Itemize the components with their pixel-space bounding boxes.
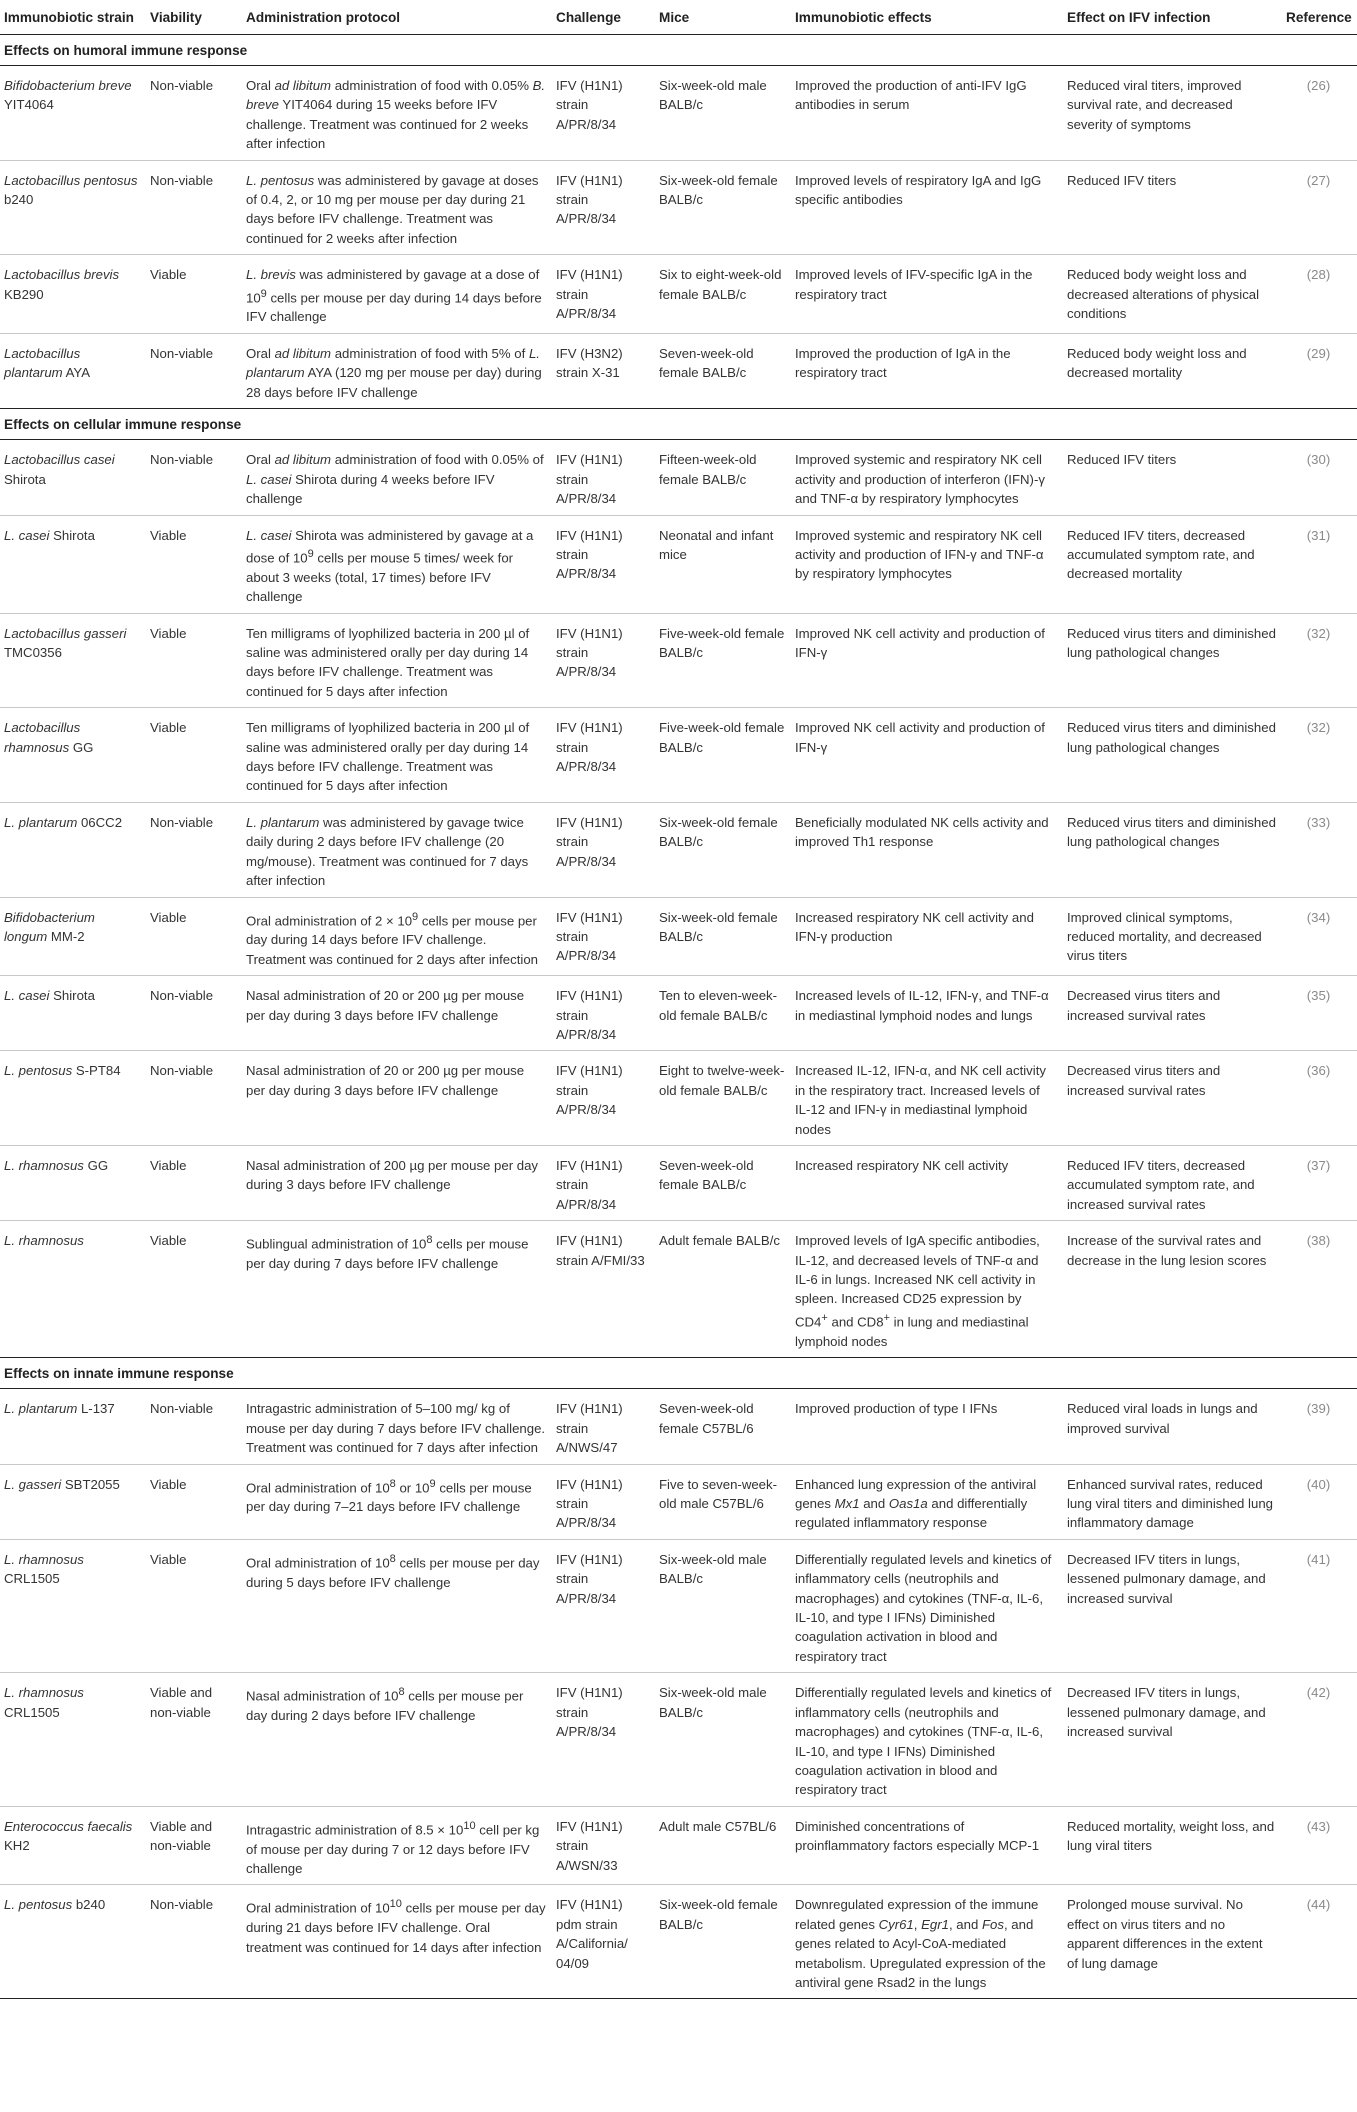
cell-challenge: IFV (H1N1) strain A/PR/8/34 — [552, 255, 655, 334]
cell-ifv-effect: Reduced viral titers, improved survival rate, and decreased severity of symptoms — [1063, 65, 1282, 160]
cell-immunobiotic-effects: Downregulated expression of the immune related genes Cyr61, Egr1, and Fos, and genes related to Acyl-CoA-mediated metabolism. Upregulated expression of the antiviral gene Rsad2 in the lungs — [791, 1885, 1063, 1999]
cell-mice: Seven-week-old female BALB/c — [655, 1145, 791, 1220]
header-row — [0, 0, 1357, 34]
cell-challenge: IFV (H1N1) strain A/PR/8/34 — [552, 976, 655, 1051]
cell-ifv-effect: Reduced virus titers and diminished lung pathological changes — [1063, 613, 1282, 708]
cell-challenge: IFV (H1N1) strain A/PR/8/34 — [552, 160, 655, 255]
cell-immunobiotic-effects: Increased IL-12, IFN-α, and NK cell activity in the respiratory tract. Increased levels of IL-12 and IFN-γ in mediastinal lymphoid nodes — [791, 1051, 1063, 1146]
cell-strain: L. casei Shirota — [0, 976, 146, 1051]
cell-viability: Non-viable — [146, 65, 242, 160]
cell-challenge: IFV (H1N1) strain A/PR/8/34 — [552, 708, 655, 803]
cell-immunobiotic-effects: Improved the production of anti-IFV IgG antibodies in serum — [791, 65, 1063, 160]
cell-ifv-effect: Reduced IFV titers — [1063, 160, 1282, 255]
cell-reference[interactable]: (34) — [1282, 897, 1357, 976]
cell-immunobiotic-effects: Improved levels of IgA specific antibodies, IL-12, and decreased levels of TNF-α and IL-6 in lungs. Increased NK cell activity in spleen. Increased CD25 expression by CD4+ and CD8+ in lung and mediastinal lymphoid nodes — [791, 1221, 1063, 1358]
cell-mice: Seven-week-old female C57BL/6 — [655, 1389, 791, 1464]
cell-ifv-effect: Reduced body weight loss and decreased alterations of physical conditions — [1063, 255, 1282, 334]
section-title: Effects on cellular immune response — [0, 408, 1357, 439]
cell-viability: Non-viable — [146, 1885, 242, 1999]
cell-immunobiotic-effects: Enhanced lung expression of the antiviral genes Mx1 and Oas1a and differentially regulated inflammatory response — [791, 1464, 1063, 1539]
cell-ifv-effect: Prolonged mouse survival. No effect on virus titers and no apparent differences in the extent of lung damage — [1063, 1885, 1282, 1999]
table-row — [0, 708, 1357, 803]
cell-ifv-effect: Decreased IFV titers in lungs, lessened pulmonary damage, and increased survival — [1063, 1539, 1282, 1672]
section-title: Effects on humoral immune response — [0, 34, 1357, 65]
cell-protocol: Nasal administration of 20 or 200 µg per mouse per day during 3 days before IFV challenge — [242, 1051, 552, 1146]
cell-reference[interactable]: (29) — [1282, 333, 1357, 408]
cell-ifv-effect: Enhanced survival rates, reduced lung viral titers and diminished lung inflammatory damage — [1063, 1464, 1282, 1539]
cell-challenge: IFV (H1N1) strain A/PR/8/34 — [552, 1145, 655, 1220]
column-header-ifv-effect: Effect on IFV infection — [1063, 0, 1282, 34]
cell-reference[interactable]: (41) — [1282, 1539, 1357, 1672]
cell-strain: L. rhamnosus CRL1505 — [0, 1673, 146, 1806]
cell-protocol: L. pentosus was administered by gavage at doses of 0.4, 2, or 10 mg per mouse per day during 21 days before IFV challenge. Treatment was continued for 2 weeks after infection — [242, 160, 552, 255]
cell-viability: Viable — [146, 515, 242, 613]
cell-viability: Viable — [146, 1464, 242, 1539]
cell-mice: Six-week-old female BALB/c — [655, 802, 791, 897]
cell-protocol: Nasal administration of $10^8$ cells per mouse per day during 2 days before IFV challenge — [242, 1673, 552, 1806]
cell-reference[interactable]: (30) — [1282, 440, 1357, 515]
cell-protocol: Nasal administration of 20 or 200 µg per mouse per day during 3 days before IFV challenge — [242, 976, 552, 1051]
table-row — [0, 255, 1357, 334]
cell-protocol: Ten milligrams of lyophilized bacteria in 200 µl of saline was administered orally per day during 14 days before IFV challenge. Treatment was continued for 5 days after infection — [242, 708, 552, 803]
cell-viability: Non-viable — [146, 1389, 242, 1464]
cell-strain: L. rhamnosus CRL1505 — [0, 1539, 146, 1672]
table-row — [0, 1539, 1357, 1672]
cell-immunobiotic-effects: Improved NK cell activity and production of IFN-γ — [791, 708, 1063, 803]
cell-immunobiotic-effects: Improved levels of IFV-specific IgA in the respiratory tract — [791, 255, 1063, 334]
cell-challenge: IFV (H1N1) strain A/PR/8/34 — [552, 515, 655, 613]
cell-mice: Five to seven-week-old male C57BL/6 — [655, 1464, 791, 1539]
cell-reference[interactable]: (44) — [1282, 1885, 1357, 1999]
cell-viability: Viable — [146, 897, 242, 976]
cell-viability: Viable — [146, 1145, 242, 1220]
cell-reference[interactable]: (39) — [1282, 1389, 1357, 1464]
cell-ifv-effect: Improved clinical symptoms, reduced mortality, and decreased virus titers — [1063, 897, 1282, 976]
column-header-mice: Mice — [655, 0, 791, 34]
cell-ifv-effect: Decreased virus titers and increased survival rates — [1063, 1051, 1282, 1146]
cell-challenge: IFV (H1N1) strain A/NWS/47 — [552, 1389, 655, 1464]
cell-viability: Non-viable — [146, 1051, 242, 1146]
cell-mice: Adult male C57BL/6 — [655, 1806, 791, 1885]
cell-protocol: Oral administration of $10^{10}$ cells per mouse per day during 21 days before IFV challenge. Oral treatment was continued for 14 days after infection — [242, 1885, 552, 1999]
cell-ifv-effect: Reduced IFV titers — [1063, 440, 1282, 515]
column-header-strain: Immunobiotic strain — [0, 0, 146, 34]
cell-ifv-effect: Decreased IFV titers in lungs, lessened pulmonary damage, and increased survival — [1063, 1673, 1282, 1806]
cell-reference[interactable]: (35) — [1282, 976, 1357, 1051]
table-row — [0, 160, 1357, 255]
cell-immunobiotic-effects: Differentially regulated levels and kinetics of inflammatory cells (neutrophils and macrophages) and cytokines (TNF-α, IL-6, IL-10, and type I IFNs) Diminished coagulation activation in blood and respiratory tract — [791, 1539, 1063, 1672]
table-body — [0, 34, 1357, 1999]
cell-reference[interactable]: (37) — [1282, 1145, 1357, 1220]
cell-strain: Bifidobacterium longum MM-2 — [0, 897, 146, 976]
cell-reference[interactable]: (31) — [1282, 515, 1357, 613]
cell-immunobiotic-effects: Diminished concentrations of proinflammatory factors especially MCP-1 — [791, 1806, 1063, 1885]
cell-immunobiotic-effects: Increased respiratory NK cell activity — [791, 1145, 1063, 1220]
cell-reference[interactable]: (32) — [1282, 613, 1357, 708]
cell-protocol: L. casei Shirota was administered by gavage at a dose of $10^9$ cells per mouse 5 times/ week for about 3 weeks (total, 17 times) before IFV challenge — [242, 515, 552, 613]
cell-protocol: L. brevis was administered by gavage at a dose of $10^9$ cells per mouse per day during 14 days before IFV challenge — [242, 255, 552, 334]
cell-strain: L. gasseri SBT2055 — [0, 1464, 146, 1539]
cell-strain: Lactobacillus brevis KB290 — [0, 255, 146, 334]
table-row — [0, 1051, 1357, 1146]
cell-reference[interactable]: (28) — [1282, 255, 1357, 334]
table-row — [0, 1673, 1357, 1806]
cell-protocol: Intragastric administration of $8.5 \times 10^{10}$ cell per kg of mouse per day during 7 or 12 days before IFV challenge — [242, 1806, 552, 1885]
column-header-challenge: Challenge — [552, 0, 655, 34]
cell-strain: L. pentosus b240 — [0, 1885, 146, 1999]
cell-mice: Six-week-old female BALB/c — [655, 897, 791, 976]
cell-strain: L. plantarum 06CC2 — [0, 802, 146, 897]
cell-viability: Viable — [146, 1539, 242, 1672]
table-row — [0, 1885, 1357, 1999]
cell-protocol: Oral administration of $10^8$ cells per mouse per day during 5 days before IFV challenge — [242, 1539, 552, 1672]
table-row — [0, 1221, 1357, 1358]
cell-challenge: IFV (H1N1) strain A/PR/8/34 — [552, 1051, 655, 1146]
cell-immunobiotic-effects: Improved the production of IgA in the respiratory tract — [791, 333, 1063, 408]
cell-reference[interactable]: (26) — [1282, 65, 1357, 160]
cell-challenge: IFV (H1N1) strain A/PR/8/34 — [552, 613, 655, 708]
cell-immunobiotic-effects: Increased levels of IL-12, IFN-γ, and TNF-α in mediastinal lymphoid nodes and lungs — [791, 976, 1063, 1051]
cell-protocol: L. plantarum was administered by gavage twice daily during 2 days before IFV challenge (20 mg/mouse). Treatment was continued for 7 days after infection — [242, 802, 552, 897]
cell-challenge: IFV (H1N1) strain A/PR/8/34 — [552, 1539, 655, 1672]
cell-reference[interactable]: (43) — [1282, 1806, 1357, 1885]
cell-mice: Adult female BALB/c — [655, 1221, 791, 1358]
cell-mice: Five-week-old female BALB/c — [655, 613, 791, 708]
cell-viability: Viable — [146, 708, 242, 803]
cell-reference[interactable]: (42) — [1282, 1673, 1357, 1806]
cell-immunobiotic-effects: Beneficially modulated NK cells activity and improved Th1 response — [791, 802, 1063, 897]
table-row — [0, 1806, 1357, 1885]
cell-protocol: Sublingual administration of $10^8$ cells per mouse per day during 7 days before IFV challenge — [242, 1221, 552, 1358]
cell-reference[interactable]: (32) — [1282, 708, 1357, 803]
cell-ifv-effect: Increase of the survival rates and decrease in the lung lesion scores — [1063, 1221, 1282, 1358]
cell-reference[interactable]: (33) — [1282, 802, 1357, 897]
cell-challenge: IFV (H1N1) strain A/PR/8/34 — [552, 440, 655, 515]
cell-immunobiotic-effects: Improved systemic and respiratory NK cell activity and production of IFN-γ and TNF-α by respiratory lymphocytes — [791, 515, 1063, 613]
table-row — [0, 613, 1357, 708]
section-title: Effects on innate immune response — [0, 1358, 1357, 1389]
cell-strain: Enterococcus faecalis KH2 — [0, 1806, 146, 1885]
cell-strain: L. casei Shirota — [0, 515, 146, 613]
cell-viability: Viable — [146, 613, 242, 708]
cell-ifv-effect: Decreased virus titers and increased survival rates — [1063, 976, 1282, 1051]
cell-challenge: IFV (H1N1) pdm strain A/California/ 04/09 — [552, 1885, 655, 1999]
cell-reference[interactable]: (40) — [1282, 1464, 1357, 1539]
cell-mice: Six to eight-week-old female BALB/c — [655, 255, 791, 334]
table-row — [0, 65, 1357, 160]
cell-protocol: Oral ad libitum administration of food with 0.05% B. breve YIT4064 during 15 weeks before IFV challenge. Treatment was continued for 2 weeks after infection — [242, 65, 552, 160]
cell-reference[interactable]: (38) — [1282, 1221, 1357, 1358]
cell-mice: Six-week-old male BALB/c — [655, 1539, 791, 1672]
column-header-effects: Immunobiotic effects — [791, 0, 1063, 34]
table-row — [0, 976, 1357, 1051]
cell-immunobiotic-effects: Improved levels of respiratory IgA and IgG specific antibodies — [791, 160, 1063, 255]
cell-viability: Viable and non-viable — [146, 1673, 242, 1806]
cell-viability: Viable — [146, 255, 242, 334]
table-row — [0, 440, 1357, 515]
cell-ifv-effect: Reduced IFV titers, decreased accumulated symptom rate, and increased survival rates — [1063, 1145, 1282, 1220]
cell-challenge: IFV (H1N1) strain A/PR/8/34 — [552, 1673, 655, 1806]
cell-mice: Neonatal and infant mice — [655, 515, 791, 613]
cell-challenge: IFV (H1N1) strain A/PR/8/34 — [552, 65, 655, 160]
cell-ifv-effect: Reduced IFV titers, decreased accumulated symptom rate, and decreased mortality — [1063, 515, 1282, 613]
cell-immunobiotic-effects: Improved NK cell activity and production of IFN-γ — [791, 613, 1063, 708]
cell-protocol: Intragastric administration of 5–100 mg/ kg of mouse per day during 7 days before IFV challenge. Treatment was continued for 7 days after infection — [242, 1389, 552, 1464]
cell-strain: Bifidobacterium breve YIT4064 — [0, 65, 146, 160]
cell-immunobiotic-effects: Improved production of type I IFNs — [791, 1389, 1063, 1464]
cell-protocol: Nasal administration of 200 µg per mouse per day during 3 days before IFV challenge — [242, 1145, 552, 1220]
cell-strain: L. rhamnosus GG — [0, 1145, 146, 1220]
table-row — [0, 1145, 1357, 1220]
cell-strain: Lactobacillus casei Shirota — [0, 440, 146, 515]
column-header-reference: Reference — [1282, 0, 1357, 34]
section-header-row — [0, 34, 1357, 65]
cell-mice: Six-week-old female BALB/c — [655, 1885, 791, 1999]
cell-viability: Non-viable — [146, 440, 242, 515]
cell-mice: Ten to eleven-week-old female BALB/c — [655, 976, 791, 1051]
cell-viability: Non-viable — [146, 976, 242, 1051]
cell-reference[interactable]: (36) — [1282, 1051, 1357, 1146]
cell-strain: Lactobacillus pentosus b240 — [0, 160, 146, 255]
cell-strain: Lactobacillus gasseri TMC0356 — [0, 613, 146, 708]
cell-mice: Eight to twelve-week-old female BALB/c — [655, 1051, 791, 1146]
cell-immunobiotic-effects: Increased respiratory NK cell activity and IFN-γ production — [791, 897, 1063, 976]
column-header-protocol: Administration protocol — [242, 0, 552, 34]
cell-strain: L. pentosus S-PT84 — [0, 1051, 146, 1146]
cell-protocol: Ten milligrams of lyophilized bacteria in 200 µl of saline was administered orally per day during 14 days before IFV challenge. Treatment was continued for 5 days after infection — [242, 613, 552, 708]
cell-viability: Non-viable — [146, 333, 242, 408]
section-header-row — [0, 1358, 1357, 1389]
cell-immunobiotic-effects: Improved systemic and respiratory NK cell activity and production of interferon (IFN)-γ and TNF-α by respiratory lymphocytes — [791, 440, 1063, 515]
cell-challenge: IFV (H1N1) strain A/PR/8/34 — [552, 897, 655, 976]
cell-viability: Non-viable — [146, 802, 242, 897]
cell-viability: Non-viable — [146, 160, 242, 255]
table-row — [0, 1389, 1357, 1464]
cell-ifv-effect: Reduced viral loads in lungs and improved survival — [1063, 1389, 1282, 1464]
cell-protocol: Oral administration of $2 \times 10^9$ cells per mouse per day during 14 days before IFV challenge. Treatment was continued for 2 days after infection — [242, 897, 552, 976]
section-header-row — [0, 408, 1357, 439]
table-row — [0, 1464, 1357, 1539]
cell-challenge: IFV (H1N1) strain A/WSN/33 — [552, 1806, 655, 1885]
cell-mice: Six-week-old male BALB/c — [655, 1673, 791, 1806]
cell-strain: Lactobacillus rhamnosus GG — [0, 708, 146, 803]
cell-ifv-effect: Reduced virus titers and diminished lung pathological changes — [1063, 708, 1282, 803]
cell-protocol: Oral administration of $10^8$ or $10^9$ cells per mouse per day during 7–21 days before IFV challenge — [242, 1464, 552, 1539]
cell-immunobiotic-effects: Differentially regulated levels and kinetics of inflammatory cells (neutrophils and macrophages) and cytokines (TNF-α, IL-6, IL-10, and type I IFNs) Diminished coagulation activation in blood and respiratory tract — [791, 1673, 1063, 1806]
cell-challenge: IFV (H1N1) strain A/PR/8/34 — [552, 802, 655, 897]
cell-ifv-effect: Reduced body weight loss and decreased mortality — [1063, 333, 1282, 408]
cell-protocol: Oral ad libitum administration of food with 0.05% of L. casei Shirota during 4 weeks before IFV challenge — [242, 440, 552, 515]
cell-ifv-effect: Reduced virus titers and diminished lung pathological changes — [1063, 802, 1282, 897]
cell-strain: L. plantarum L-137 — [0, 1389, 146, 1464]
table-row — [0, 333, 1357, 408]
cell-challenge: IFV (H3N2) strain X-31 — [552, 333, 655, 408]
cell-mice: Six-week-old female BALB/c — [655, 160, 791, 255]
cell-viability: Viable and non-viable — [146, 1806, 242, 1885]
cell-strain: Lactobacillus plantarum AYA — [0, 333, 146, 408]
cell-mice: Seven-week-old female BALB/c — [655, 333, 791, 408]
cell-ifv-effect: Reduced mortality, weight loss, and lung viral titers — [1063, 1806, 1282, 1885]
cell-strain: L. rhamnosus — [0, 1221, 146, 1358]
cell-mice: Five-week-old female BALB/c — [655, 708, 791, 803]
cell-mice: Fifteen-week-old female BALB/c — [655, 440, 791, 515]
cell-challenge: IFV (H1N1) strain A/PR/8/34 — [552, 1464, 655, 1539]
column-header-viability: Viability — [146, 0, 242, 34]
cell-viability: Viable — [146, 1221, 242, 1358]
cell-reference[interactable]: (27) — [1282, 160, 1357, 255]
table-row — [0, 802, 1357, 897]
table-row — [0, 897, 1357, 976]
cell-challenge: IFV (H1N1) strain A/FMI/33 — [552, 1221, 655, 1358]
cell-mice: Six-week-old male BALB/c — [655, 65, 791, 160]
table-row — [0, 515, 1357, 613]
cell-protocol: Oral ad libitum administration of food with 5% of L. plantarum AYA (120 mg per mouse per day) during 28 days before IFV challenge — [242, 333, 552, 408]
